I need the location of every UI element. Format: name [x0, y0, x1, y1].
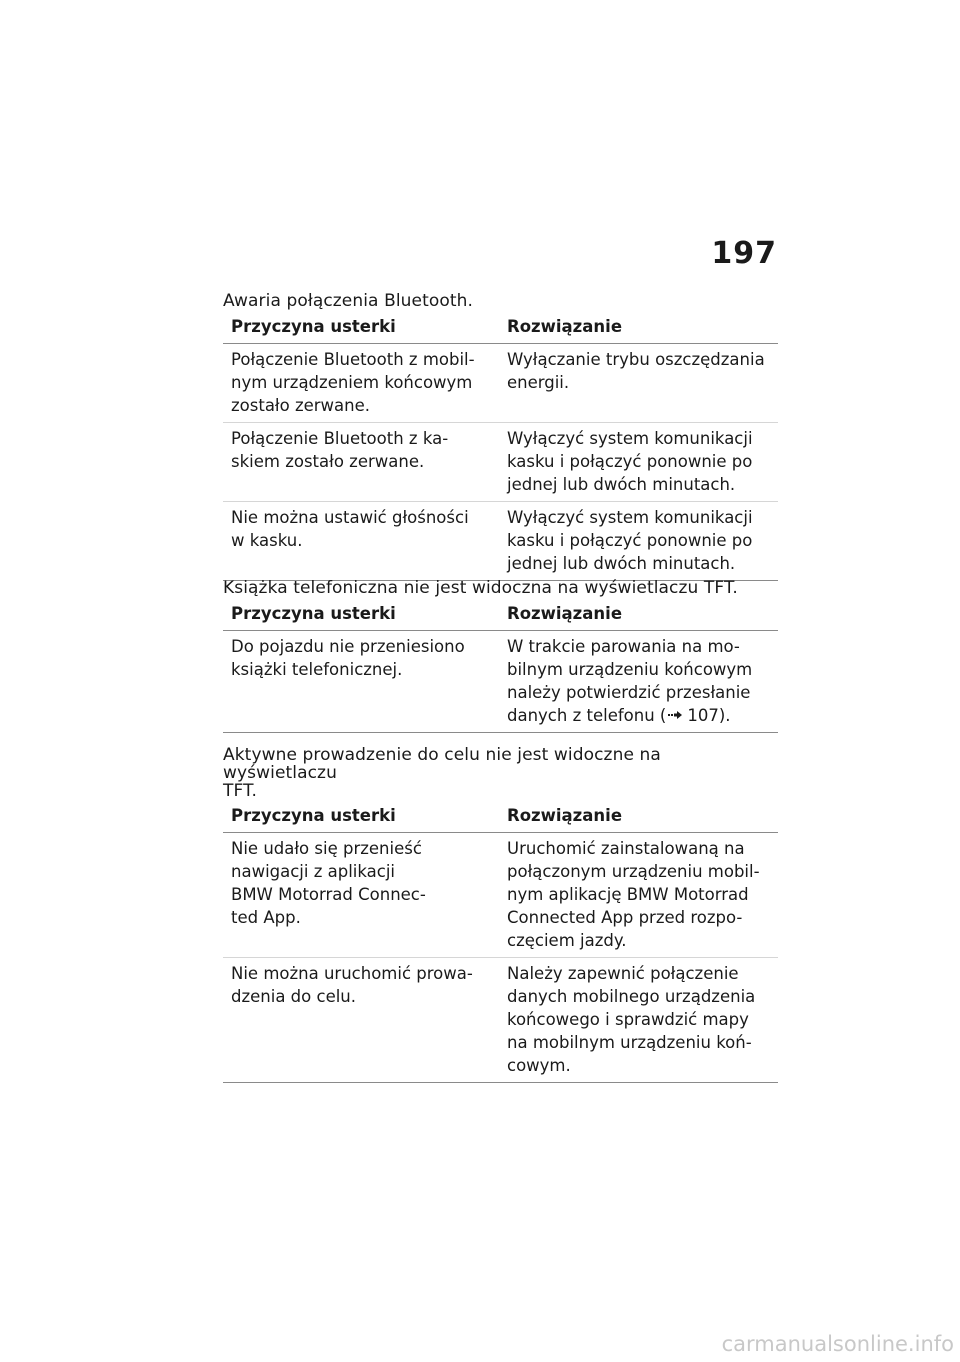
- page-reference[interactable]: 107: [687, 706, 719, 725]
- cause-cell: Połączenie Bluetooth z ka- skiem zostało zerwane.: [223, 423, 500, 502]
- fault-table: [223, 600, 778, 733]
- solution-text: W trakcie parowania na mo- bilnym urządzeniu końcowym należy potwierdzić przesłanie danych z telefonu (: [507, 637, 753, 725]
- page-number: 197: [711, 236, 777, 271]
- cause-cell: Do pojazdu nie przeniesiono książki telefonicznej.: [223, 631, 500, 733]
- solution-cell: [500, 631, 778, 733]
- solution-cell: Wyłączanie trybu oszczędzania energii.: [500, 344, 778, 423]
- section-caption: Aktywne prowadzenie do celu nie jest widoczne na wyświetlaczu TFT.: [223, 745, 661, 801]
- table-row: [223, 631, 778, 733]
- table-header-row: [223, 802, 778, 833]
- section-phonebook: [223, 578, 778, 733]
- cause-cell: Nie można ustawić głośności w kasku.: [223, 502, 500, 581]
- cause-cell: Połączenie Bluetooth z mobil- nym urządzeniem końcowym zostało zerwane.: [223, 344, 500, 423]
- solution-cell: Należy zapewnić połączenie danych mobilnego urządzenia końcowego i sprawdzić mapy na mobilnym urządzeniu koń- cowym.: [500, 958, 778, 1083]
- table-row: [223, 958, 778, 1083]
- header-solution: Rozwiązanie: [500, 600, 778, 631]
- table-row: [223, 833, 778, 958]
- table-header-row: [223, 313, 778, 344]
- fault-table: [223, 313, 778, 581]
- cause-cell: Nie udało się przenieść nawigacji z aplikacji BMW Motorrad Connec- ted App.: [223, 833, 500, 958]
- table-row: [223, 423, 778, 502]
- solution-tail: ).: [718, 706, 731, 725]
- header-solution: Rozwiązanie: [500, 802, 778, 833]
- watermark: carmanualsonline.info: [721, 1332, 954, 1356]
- section-caption: Książka telefoniczna nie jest widoczna na wyświetlaczu TFT.: [223, 578, 738, 598]
- table-row: [223, 344, 778, 423]
- arrow-reference-icon: [668, 710, 682, 720]
- section-bluetooth-failure: [223, 291, 778, 581]
- solution-cell: Wyłączyć system komunikacji kasku i połączyć ponownie po jednej lub dwóch minutach.: [500, 502, 778, 581]
- header-cause: Przyczyna usterki: [223, 600, 500, 631]
- section-navigation: [223, 746, 778, 1083]
- cause-cell: Nie można uruchomić prowa- dzenia do celu.: [223, 958, 500, 1083]
- header-solution: Rozwiązanie: [500, 313, 778, 344]
- section-caption: Awaria połączenia Bluetooth.: [223, 291, 474, 311]
- header-cause: Przyczyna usterki: [223, 802, 500, 833]
- table-header-row: [223, 600, 778, 631]
- solution-cell: Uruchomić zainstalowaną na połączonym urządzeniu mobil- nym aplikację BMW Motorrad Connected App przed rozpo- częciem jazdy.: [500, 833, 778, 958]
- table-row: [223, 502, 778, 581]
- fault-table: [223, 802, 778, 1083]
- header-cause: Przyczyna usterki: [223, 313, 500, 344]
- solution-cell: Wyłączyć system komunikacji kasku i połączyć ponownie po jednej lub dwóch minutach.: [500, 423, 778, 502]
